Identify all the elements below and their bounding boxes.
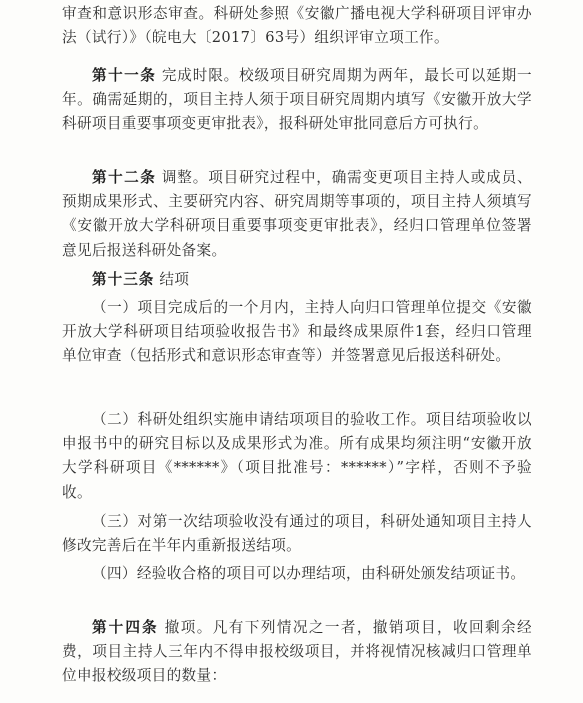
article-13-item-4 [62,562,532,586]
item-text: （三）对第一次结项验收没有通过的项目，科研处通知项目主持人修改完善后在半年内重新报送结项。 [62,513,532,555]
item-text: （一）项目完成后的一个月内，主持人向归口管理单位提交《安徽开放大学科研项目结项验收报告书》和最终成果原件1套，经归口管理单位审查（包括形式和意识形态审查等）并签署意见后报送科研处。 [62,299,532,365]
article-11-text: 完成时限。校级项目研究周期为两年，最长可以延期一年。确需延期的，项目主持人须于项目研究周期内填写《安徽开放大学科研项目重要事项变更审批表》，报科研处审批同意后方可执行。 [62,67,532,133]
article-13-title [92,268,189,292]
paragraph-text: 审查和意识形态审查。科研处参照《安徽广播电视大学科研项目评审办法（试行）》（皖电大〔2017〕63号）组织评审立项工作。 [62,5,532,47]
article-13-text: 结项 [154,271,190,288]
article-13-heading: 第十三条 [92,271,155,288]
article-13-item-2 [62,408,532,505]
article-14-text: 撤项。凡有下列情况之一者，撤销项目，收回剩余经费，项目主持人三年内不得申报校级项目，并将视情况核减归口管理单位申报校级项目的数量： [62,619,532,685]
article-14 [62,616,532,689]
article-12-heading: 第十二条 [92,169,157,186]
article-13-item-3 [62,510,532,558]
article-14-heading: 第十四条 [92,619,159,636]
article-11-heading: 第十一条 [92,67,157,84]
article-12 [62,166,532,263]
item-text: （四）经验收合格的项目可以办理结项，由科研处颁发结项证书。 [92,565,526,582]
item-text: （二）科研处组织实施申请结项项目的验收工作。项目结项验收以申报书中的研究目标以及成果形式为准。所有成果均须注明“安徽开放大学科研项目《******》（项目批准号：******）”字样，否则不予验收。 [62,411,532,501]
article-11 [62,64,532,137]
article-12-text: 调整。项目研究过程中，确需变更项目主持人或成员、预期成果形式、主要研究内容、研究周期等事项的，项目主持人须填写《安徽开放大学科研项目重要事项变更审批表》，经归口管理单位签署意见后报送科研处备案。 [62,169,532,259]
paragraph-continuation [62,2,532,50]
article-13-item-1 [62,296,532,369]
